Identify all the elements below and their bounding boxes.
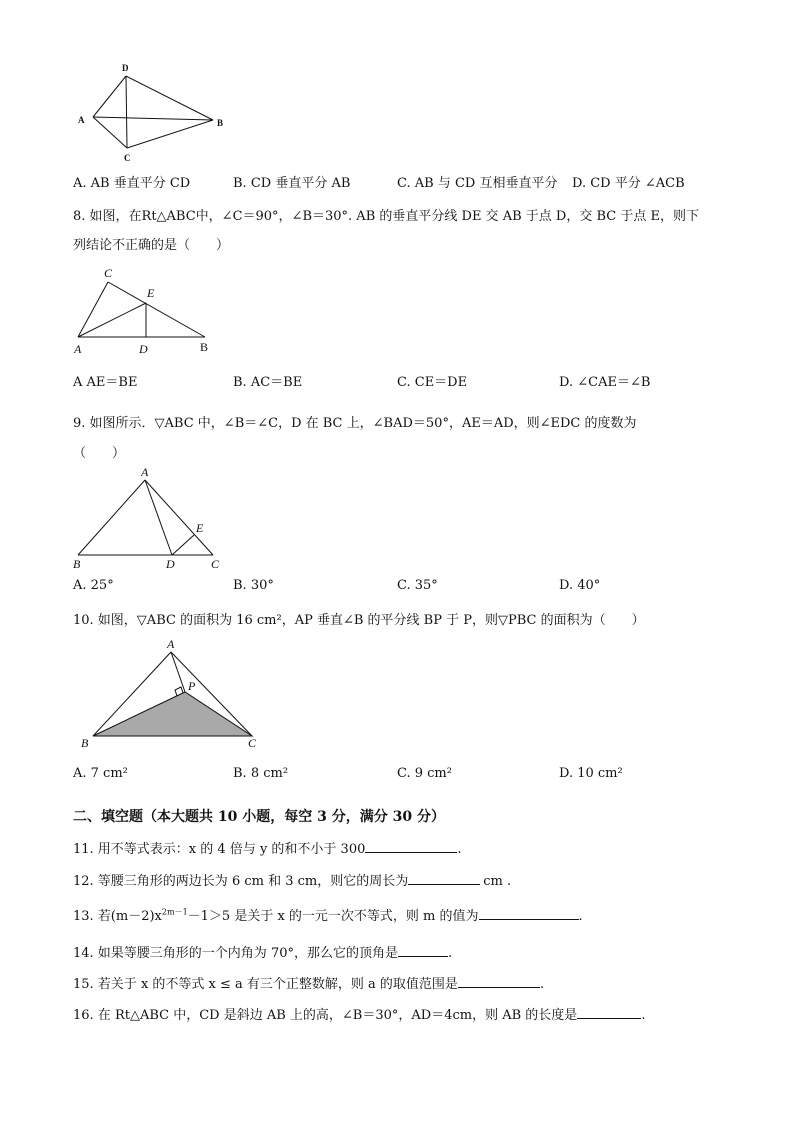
q7-figure xyxy=(70,60,240,165)
q9-label-e: E xyxy=(196,521,204,535)
q9-segment-de xyxy=(172,535,194,555)
q14 xyxy=(73,942,452,961)
q8-segment-cb xyxy=(108,282,205,337)
q10-shaded-triangle-pbc xyxy=(93,692,252,736)
q10-segment-ap xyxy=(171,652,185,692)
q7-label-a: A xyxy=(78,115,85,125)
q16-text: 16. 在 Rt△ABC 中，CD 是斜边 AB 上的高，∠B＝30°，AD＝4cm，则 AB 的长度是 xyxy=(73,1008,578,1023)
q8-segment-ac xyxy=(78,282,108,337)
q13 xyxy=(73,905,583,924)
q8-option-b: B. AC＝BE xyxy=(233,375,303,390)
q7-segment-ca xyxy=(93,117,127,148)
q7-segment-db xyxy=(126,76,213,120)
q8-label-e: E xyxy=(147,286,155,300)
q7-label-c: C xyxy=(124,153,131,163)
q13-end: . xyxy=(578,909,583,924)
q10-figure xyxy=(75,638,270,753)
q7-segment-ab xyxy=(93,117,213,120)
q10-label-b: B xyxy=(81,736,89,750)
q11-text: 11. 用不等式表示：x 的 4 倍与 y 的和不小于 300 xyxy=(73,842,366,857)
q8-label-b: B xyxy=(200,340,209,354)
q10-option-d: D. 10 cm² xyxy=(559,766,623,781)
q9-label-b: B xyxy=(73,557,81,571)
q9-figure xyxy=(68,462,228,574)
q8-label-c: C xyxy=(104,266,113,280)
q10-label-c: C xyxy=(248,736,257,750)
q15 xyxy=(73,973,544,992)
q8-label-d: D xyxy=(139,342,148,356)
q12-end: cm . xyxy=(483,874,512,889)
q8-stem-line2: 列结论不正确的是（ ） xyxy=(73,238,230,253)
q13-exponent: 2m－1 xyxy=(161,907,188,917)
q9-option-d: D. 40° xyxy=(559,578,601,593)
q14-answer-blank[interactable] xyxy=(398,944,448,957)
q9-label-d: D xyxy=(166,557,175,571)
q7-segment-bc xyxy=(127,120,213,148)
section2-heading: 二、填空题（本大题共 10 小题，每空 3 分，满分 30 分） xyxy=(73,809,445,825)
q11-end: . xyxy=(457,842,462,857)
q9-label-c: C xyxy=(211,557,220,571)
q7-option-b: B. CD 垂直平分 AB xyxy=(233,176,351,191)
q9-option-a: A. 25° xyxy=(73,578,114,593)
q7-option-d: D. CD 平分 ∠ACB xyxy=(572,176,685,191)
q8-figure xyxy=(70,265,220,360)
q15-end: . xyxy=(539,977,545,992)
q9-segment-ac xyxy=(145,480,213,555)
q10-label-a: A xyxy=(167,637,175,651)
q14-text: 14. 如果等腰三角形的一个内角为 70°，那么它的顶角是 xyxy=(73,946,398,961)
q15-answer-blank[interactable] xyxy=(458,975,540,988)
q8-option-c: C. CE＝DE xyxy=(397,375,468,390)
q13-answer-blank[interactable] xyxy=(479,907,579,920)
q8-label-a: A xyxy=(74,342,82,356)
q7-label-d: D xyxy=(122,63,129,73)
q10-option-c: C. 9 cm² xyxy=(397,766,452,781)
q7-option-c: C. AB 与 CD 互相垂直平分 xyxy=(397,176,558,191)
q10-option-a: A. 7 cm² xyxy=(73,766,128,781)
q8-stem-line1: 8. 如图，在Rt△ABC中，∠C＝90°，∠B＝30°. AB 的垂直平分线 DE 交 AB 于点 D，交 BC 于点 E，则下 xyxy=(73,209,699,224)
q7-segment-cd xyxy=(126,76,127,148)
q12-text: 12. 等腰三角形的两边长为 6 cm 和 3 cm，则它的周长为 xyxy=(73,874,409,889)
q13-post: －1＞5 是关于 x 的一元一次不等式，则 m 的值为 xyxy=(187,909,479,924)
q12-answer-blank[interactable] xyxy=(408,872,480,885)
q7-option-a: A. AB 垂直平分 CD xyxy=(73,176,191,191)
q13-pre: 13. 若(m－2)x xyxy=(73,909,162,924)
q16 xyxy=(73,1004,645,1023)
q9-option-b: B. 30° xyxy=(233,578,274,593)
q9-stem-line2: （ ） xyxy=(73,446,126,461)
q9-label-a: A xyxy=(141,465,149,479)
q11 xyxy=(73,838,462,857)
q14-end: . xyxy=(447,946,453,961)
q15-text: 15. 若关于 x 的不等式 x ≤ a 有三个正整数解，则 a 的取值范围是 xyxy=(73,977,458,992)
q9-segment-ab xyxy=(78,480,145,555)
q9-option-c: C. 35° xyxy=(397,578,438,593)
q7-segment-ad xyxy=(93,76,126,117)
q16-answer-blank[interactable] xyxy=(577,1006,641,1019)
q9-stem-line1: 9. 如图所示．▽ABC 中，∠B＝∠C，D 在 BC 上，∠BAD＝50°，AE＝AD，则∠EDC 的度数为 xyxy=(73,416,637,431)
q10-stem-line1: 10. 如图，▽ABC 的面积为 16 cm²，AP 垂直∠B 的平分线 BP 于 P，则▽PBC 的面积为（ ） xyxy=(73,613,645,628)
q8-segment-ae xyxy=(78,303,146,337)
q7-label-b: B xyxy=(217,118,224,128)
q12 xyxy=(73,870,511,889)
q8-option-a: A AE＝BE xyxy=(73,375,138,390)
q9-segment-ad xyxy=(145,480,172,555)
q8-option-d: D. ∠CAE＝∠B xyxy=(559,375,651,390)
q10-label-p: P xyxy=(188,679,196,693)
q11-answer-blank[interactable] xyxy=(365,840,457,853)
q16-end: . xyxy=(641,1008,646,1023)
q10-option-b: B. 8 cm² xyxy=(233,766,289,781)
